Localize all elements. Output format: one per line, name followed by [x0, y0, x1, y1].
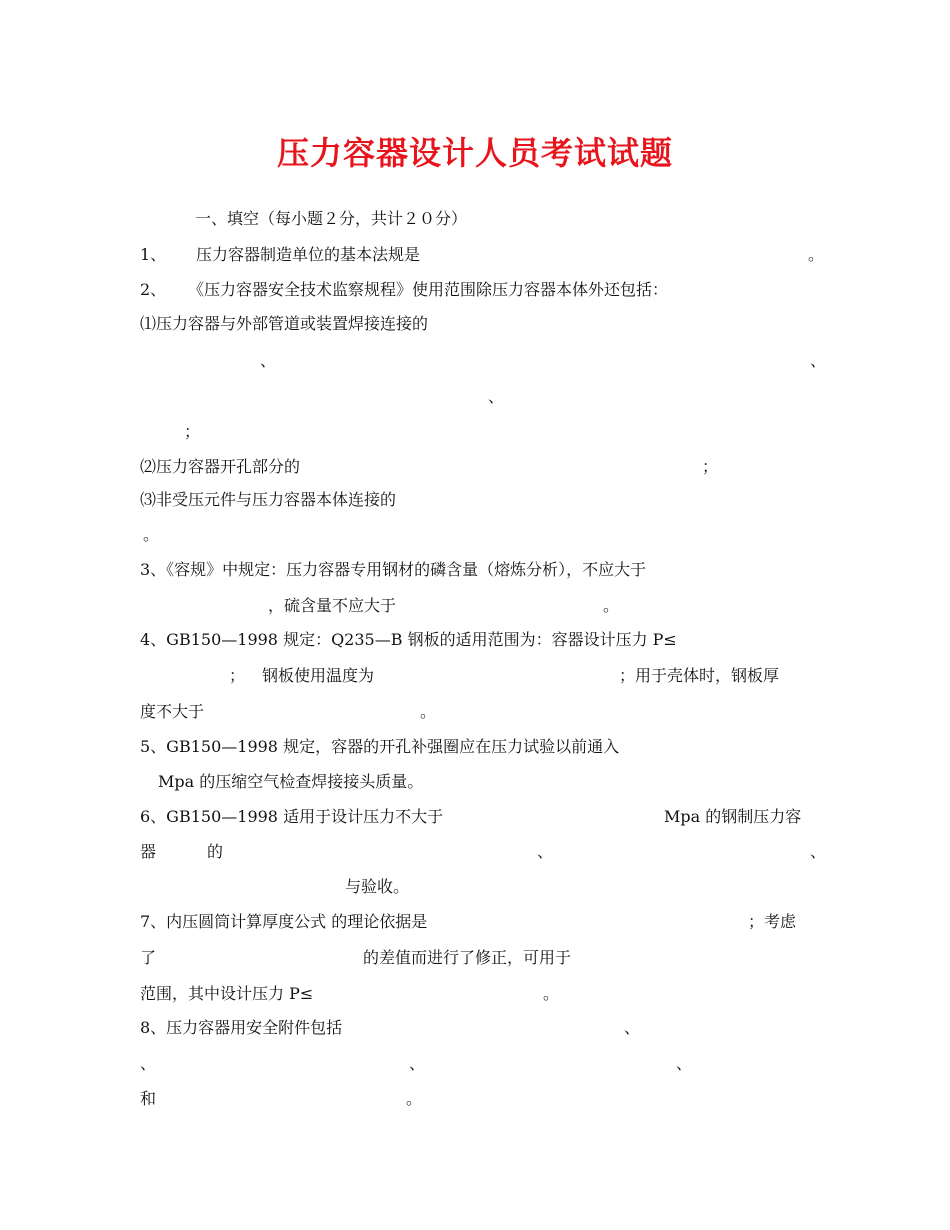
document-title: 压力容器设计人员考试试题: [276, 134, 673, 172]
q2-sep-a: 、: [260, 351, 277, 370]
q2-end: 。: [143, 525, 160, 544]
q2-number: 2、: [140, 280, 167, 299]
q8-sep-c: 、: [409, 1054, 426, 1073]
q4-line3: 度不大于: [140, 702, 205, 721]
q2-sep-b: 、: [810, 351, 827, 370]
q8-end: 。: [406, 1089, 423, 1108]
section-heading: 一、填空（每小题２分，共计２０分）: [195, 209, 468, 228]
q4-tail: ；用于壳体时，钢板厚: [619, 666, 780, 685]
q2-semicolon-1: ；: [184, 422, 201, 441]
q2-text: 《压力容器安全技术监察规程》使用范围除压力容器本体外还包括：: [188, 280, 669, 299]
q6-word-1: 器: [140, 842, 157, 861]
q7-line3: 范围，其中设计压力 P≤: [140, 984, 314, 1003]
q4-end: 。: [420, 702, 437, 721]
q7-word-1: 了: [140, 948, 157, 967]
q6-line1: 6、GB150—1998 适用于设计压力不大于: [140, 807, 444, 826]
q1-text: 压力容器制造单位的基本法规是: [196, 245, 421, 264]
q8-line3: 和: [140, 1089, 157, 1108]
q8-sep-b: 、: [140, 1054, 157, 1073]
q6-line3: 与验收。: [345, 877, 410, 896]
q5-line1: 5、GB150—1998 规定，容器的开孔补强圈应在压力试验以前通入: [140, 737, 620, 756]
q3-end: 。: [603, 596, 620, 615]
q6-word-2: 的: [207, 842, 224, 861]
q2-item1: ⑴压力容器与外部管道或装置焊接连接的: [140, 314, 429, 333]
q8-sep-a: 、: [624, 1018, 641, 1037]
q4-line1: 4、GB150—1998 规定：Q235—B 钢板的适用范围为：容器设计压力 P≤: [140, 630, 677, 649]
q4-mid: 钢板使用温度为: [262, 666, 375, 685]
q1-number: 1、: [140, 245, 167, 264]
q8-line1: 8、压力容器用安全附件包括: [140, 1018, 343, 1037]
q2-item3: ⑶非受压元件与压力容器本体连接的: [140, 490, 397, 509]
q6-unit: Mpa 的钢制压力容: [664, 807, 802, 826]
q5-line2: Mpa 的压缩空气检查焊接接头质量。: [158, 772, 424, 791]
q7-mid: 的差值而进行了修正，可用于: [363, 948, 572, 967]
q7-tail: ；考虑: [748, 912, 797, 931]
q7-line1: 7、内压圆筒计算厚度公式 的理论依据是: [140, 912, 428, 931]
q3-line2: ，硫含量不应大于: [268, 596, 397, 615]
q7-end: 。: [543, 984, 560, 1003]
q2-semicolon-2: ；: [702, 457, 719, 476]
q2-item2: ⑵压力容器开孔部分的: [140, 457, 301, 476]
q3-line1: 3、《容规》中规定：压力容器专用钢材的磷含量（熔炼分析），不应大于: [140, 560, 647, 579]
q8-sep-d: 、: [676, 1054, 693, 1073]
q2-sep-c: 、: [488, 387, 505, 406]
q4-semicolon: ；: [229, 666, 246, 685]
q6-sep-b: 、: [810, 842, 827, 861]
q6-sep-a: 、: [537, 842, 554, 861]
q1-end: 。: [808, 245, 825, 264]
